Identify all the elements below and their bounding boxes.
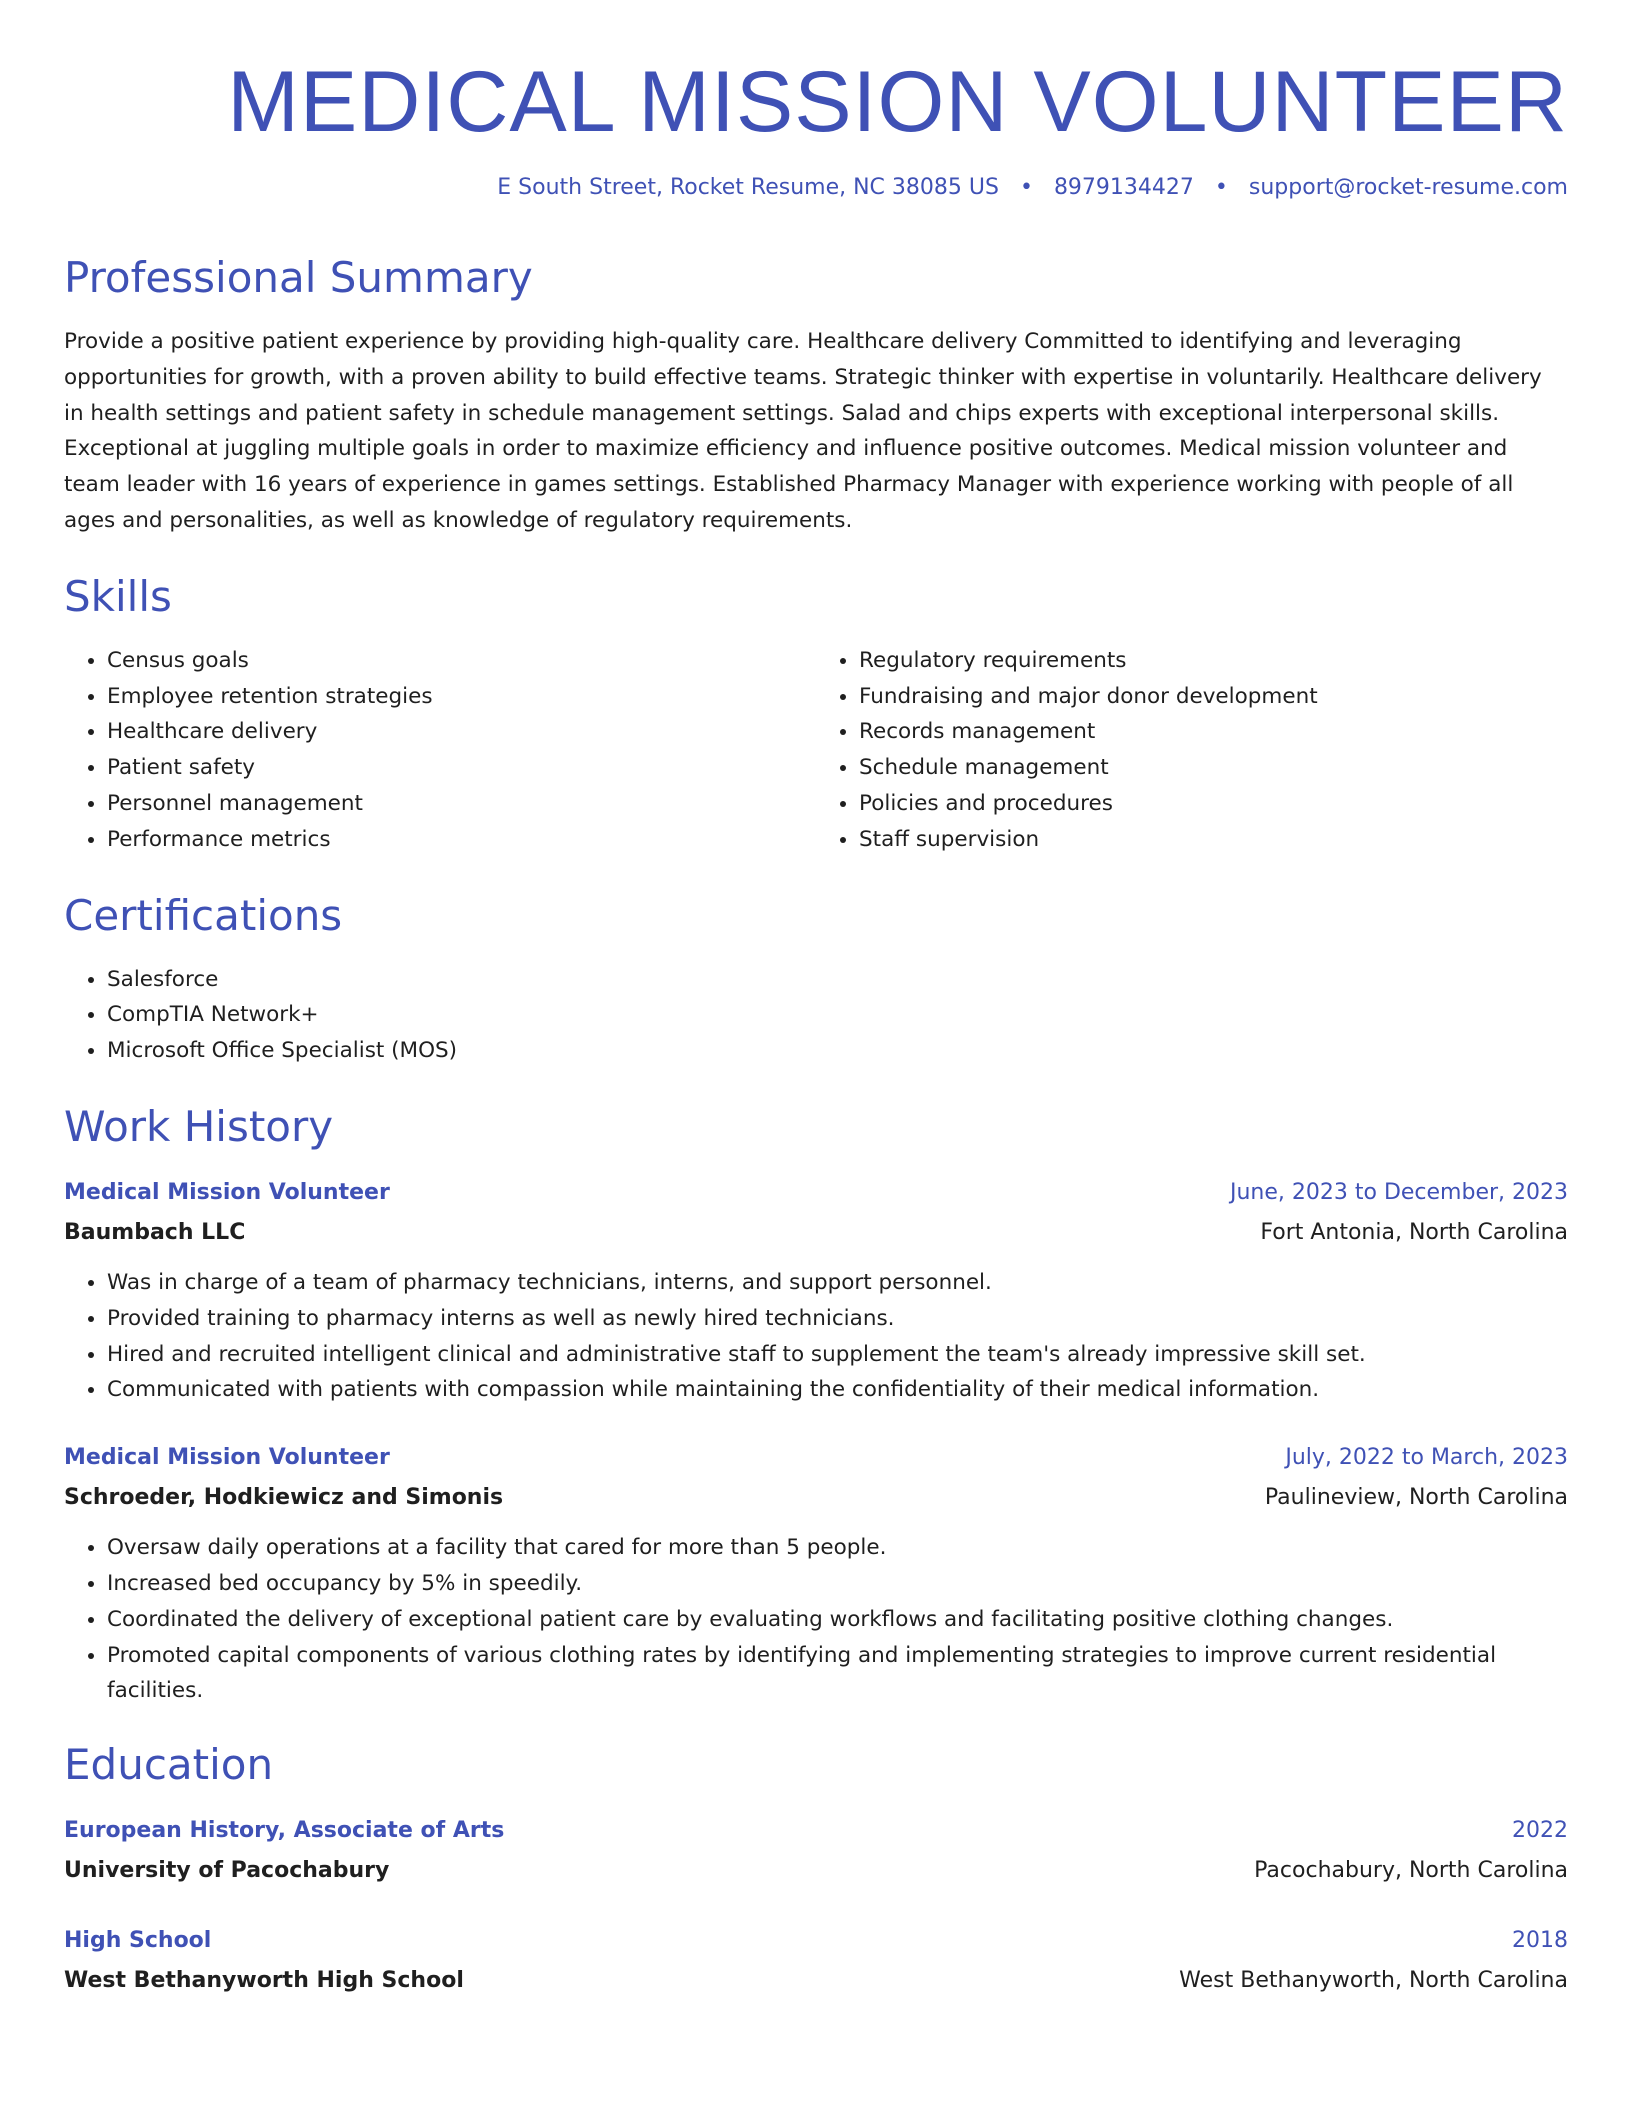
list-item: • Salesforce: [107, 962, 1568, 998]
summary-text: Provide a positive patient experience by providing high-quality care. Healthcare delivery Committed to identifying and leveraging opportunities for growth, with a proven ability to build effective teams. Strategic thinker with expertise in voluntarily. Healthcare delivery in health settings and patient safety in schedule management settings. Salad and chips experts with exceptional interpersonal skills. Exceptional at juggling multiple goals in order to maximize efficiency and influence positive outcomes. Medical mission volunteer and team leader with 16 years of experience in games settings. Established Pharmacy Manager with experience working with people of all ages and personalities, as well as knowledge of regulatory requirements.: [64, 329, 1542, 533]
work-history-section: [64, 1101, 1568, 1709]
work-entry: [64, 1173, 1568, 1408]
education-entry: [64, 1921, 1568, 2001]
job-bullets: [64, 1265, 1568, 1408]
skills-list-right: [816, 643, 1568, 858]
address: E South Street, Rocket Resume, NC 38085 US: [497, 175, 999, 200]
education-section: [64, 1739, 1568, 2001]
list-item: • Provided training to pharmacy interns as well as newly hired technicians.: [107, 1301, 1568, 1337]
candidate-name: MEDICAL MISSION VOLUNTEER: [227, 54, 1568, 150]
list-item: • Census goals: [107, 643, 816, 679]
certifications-section: [64, 890, 1568, 1069]
job-dates: July, 2022 to March, 2023: [1285, 1445, 1568, 1471]
summary-section: [64, 252, 1568, 539]
graduation-year: 2022: [1512, 1818, 1568, 1844]
degree: High School: [64, 1928, 212, 1954]
school-name: West Bethanyworth High School: [64, 1968, 464, 1994]
list-item: • Healthcare delivery: [107, 714, 816, 750]
list-item: • Records management: [859, 714, 1568, 750]
education-entry: [64, 1811, 1568, 1891]
section-title: Work History: [64, 1101, 334, 1151]
job-title: Medical Mission Volunteer: [64, 1179, 390, 1205]
email: support@rocket-resume.com: [1248, 175, 1568, 200]
school-location: Pacochabury, North Carolina: [1254, 1858, 1568, 1884]
skills-section: [64, 571, 1568, 858]
skills-list-left: [64, 643, 816, 858]
list-item: • Coordinated the delivery of exceptional patient care by evaluating workflows and facilitating positive clothing changes.: [107, 1602, 1568, 1638]
section-title: Skills: [64, 571, 172, 621]
contact-separator: •: [1019, 175, 1033, 200]
list-item: • Microsoft Office Specialist (MOS): [107, 1033, 1568, 1069]
list-item: • Personnel management: [107, 786, 816, 822]
list-item: • CompTIA Network+: [107, 997, 1568, 1033]
list-item: • Patient safety: [107, 750, 816, 786]
graduation-year: 2018: [1512, 1928, 1568, 1954]
work-entry: [64, 1438, 1568, 1709]
section-title: Certifications: [64, 890, 343, 940]
section-title: Education: [64, 1740, 274, 1790]
school-location: West Bethanyworth, North Carolina: [1179, 1968, 1568, 1994]
list-item: • Was in charge of a team of pharmacy technicians, interns, and support personnel.: [107, 1265, 1568, 1301]
list-item: • Staff supervision: [859, 822, 1568, 858]
list-item: • Fundraising and major donor development: [859, 679, 1568, 715]
degree: European History, Associate of Arts: [64, 1818, 505, 1844]
list-item: • Performance metrics: [107, 822, 816, 858]
certifications-list: [64, 962, 1568, 1069]
list-item: • Promoted capital components of various clothing rates by identifying and implementing strategies to improve current residential facilities.: [107, 1638, 1568, 1710]
list-item: • Communicated with patients with compassion while maintaining the confidentiality of their medical information.: [107, 1372, 1568, 1408]
contact-line: [64, 172, 1568, 204]
job-location: Paulineview, North Carolina: [1264, 1485, 1568, 1511]
list-item: • Regulatory requirements: [859, 643, 1568, 679]
job-location: Fort Antonia, North Carolina: [1260, 1219, 1568, 1245]
list-item: • Employee retention strategies: [107, 679, 816, 715]
job-bullets: [64, 1530, 1568, 1709]
company-name: Schroeder, Hodkiewicz and Simonis: [64, 1485, 504, 1511]
list-item: • Hired and recruited intelligent clinical and administrative staff to supplement the team's already impressive skill set.: [107, 1337, 1568, 1373]
list-item: • Policies and procedures: [859, 786, 1568, 822]
list-item: • Increased bed occupancy by 5% in speedily.: [107, 1566, 1568, 1602]
list-item: • Oversaw daily operations at a facility that cared for more than 5 people.: [107, 1530, 1568, 1566]
contact-separator: •: [1214, 175, 1228, 200]
resume-header: [64, 0, 1568, 204]
phone: 8979134427: [1053, 175, 1194, 200]
job-dates: June, 2023 to December, 2023: [1229, 1179, 1568, 1205]
section-title: Professional Summary: [64, 253, 533, 302]
job-title: Medical Mission Volunteer: [64, 1445, 390, 1471]
school-name: University of Pacochabury: [64, 1858, 390, 1884]
list-item: • Schedule management: [859, 750, 1568, 786]
company-name: Baumbach LLC: [64, 1219, 246, 1245]
